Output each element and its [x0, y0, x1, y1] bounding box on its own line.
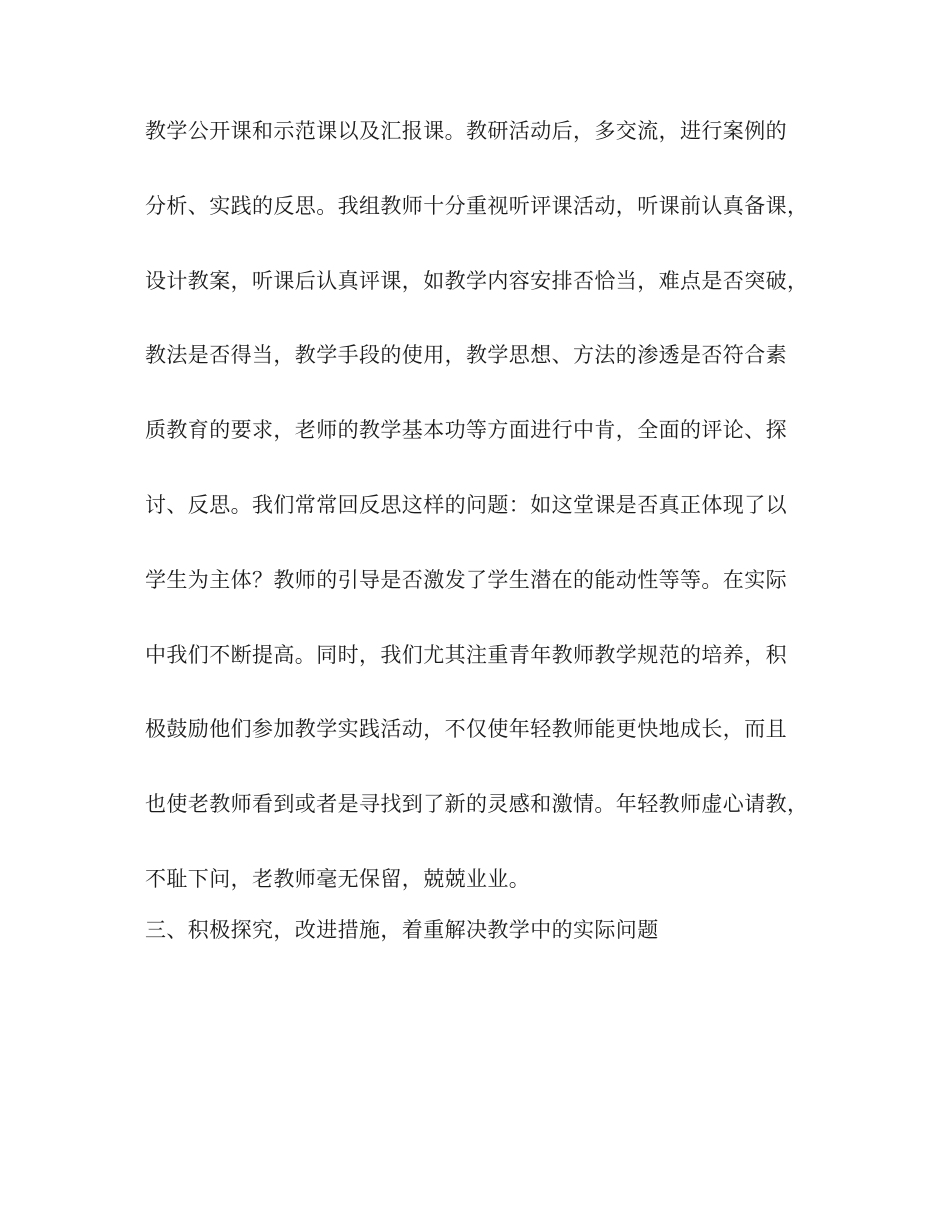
paragraph-line: 学生为主体？教师的引导是否激发了学生潜在的能动性等等。在实际 [145, 567, 787, 592]
paragraph-line: 也使老教师看到或者是寻找到了新的灵感和激情。年轻教师虚心请教， [145, 792, 809, 817]
paragraph-line: 极鼓励他们参加教学实践活动，不仅使年轻教师能更快地成长，而且 [145, 717, 787, 742]
paragraph-line: 分析、实践的反思。我组教师十分重视听评课活动，听课前认真备课， [145, 193, 809, 218]
paragraph-line: 教法是否得当，教学手段的使用，教学思想、方法的渗透是否符合素 [145, 343, 787, 368]
body-paragraph [145, 118, 815, 892]
section-heading: 三、积极探究，改进措施，着重解决教学中的实际问题 [145, 918, 659, 942]
paragraph-line: 讨、反思。我们常常回反思这样的问题：如这堂课是否真正体现了以 [145, 492, 787, 517]
paragraph-line: 不耻下问，老教师毫无保留，兢兢业业。 [145, 866, 531, 891]
paragraph-line: 设计教案，听课后认真评课，如教学内容安排否恰当，难点是否突破， [145, 268, 809, 293]
paragraph-line: 质教育的要求，老师的教学基本功等方面进行中肯，全面的评论、探 [145, 418, 787, 443]
paragraph-line: 教学公开课和示范课以及汇报课。教研活动后，多交流，进行案例的 [145, 119, 787, 143]
paragraph-line: 中我们不断提高。同时，我们尤其注重青年教师教学规范的培养，积 [145, 642, 787, 667]
